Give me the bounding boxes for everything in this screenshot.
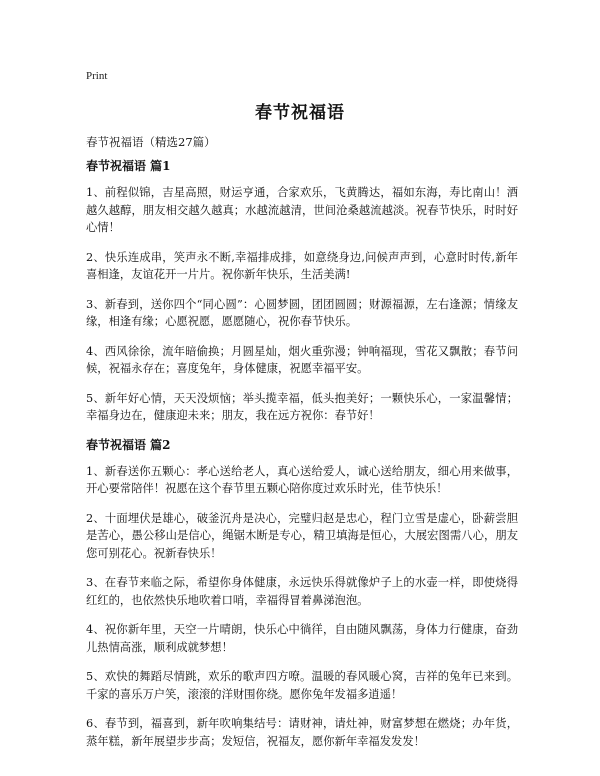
document-subtitle: 春节祝福语（精选27篇） bbox=[86, 135, 216, 149]
document-title: 春节祝福语 bbox=[255, 103, 345, 123]
paragraph: 2、十面埋伏是雄心，破釜沉舟是决心，完璧归赵是忠心，程门立雪是虚心，卧薪尝胆是苦心，愚公移山是信心，绳锯木断是专心，精卫填海是恒心，大展宏图需八心，朋友您可别花心。祝新春快乐！ bbox=[86, 511, 518, 560]
section-heading: 春节祝福语 篇1 bbox=[86, 159, 171, 173]
paragraph: 6、春节到，福喜到，新年吹响集结号：请财神，请灶神，财富梦想在燃烧；办年货，蒸年糕，新年展望步步高；发短信，祝福友，愿你新年幸福发发发！ bbox=[86, 717, 518, 748]
document-body bbox=[86, 158, 518, 762]
paragraph: 2、快乐连成串，笑声永不断,幸福排成排，如意绕身边,问候声声到，心意时时传,新年喜相逢，友谊花开一片片。祝你新年快乐，生活美满! bbox=[86, 250, 518, 281]
paragraph: 4、西风徐徐，流年暗偷换；月圆星灿，烟火重弥漫；钟响福现，雪花又飘散；春节问候，祝福永存在；喜度兔年，身体健康，祝愿幸福平安。 bbox=[86, 344, 518, 375]
paragraph: 3、新春到，送你四个“同心圆”：心圆梦圆，团团圆圆；财源福源，左右逢源；情缘友缘，相逢有缘；心愿祝愿，愿愿随心，祝你春节快乐。 bbox=[86, 297, 518, 328]
paragraph: 1、新春送你五颗心：孝心送给老人，真心送给爱人，诚心送给朋友，细心用来做事，开心要常陪伴！祝愿在这个春节里五颗心陪你度过欢乐时光，佳节快乐！ bbox=[86, 464, 518, 495]
paragraph: 3、在春节来临之际，希望你身体健康，永远快乐得就像炉子上的水壶一样，即使烧得红红的，也依然快乐地吹着口哨，幸福得冒着鼻涕泡泡。 bbox=[86, 576, 518, 607]
print-link[interactable]: Print bbox=[86, 70, 108, 82]
section-2 bbox=[86, 437, 518, 751]
paragraph: 1、前程似锦，吉星高照，财运亨通，合家欢乐，飞黄腾达，福如东海，寿比南山！酒越久越醇，朋友相交越久越真；水越流越清，世间沧桑越流越淡。祝春节快乐，时时好心情！ bbox=[86, 186, 518, 234]
section-1 bbox=[86, 158, 518, 425]
paragraph: 5、欢快的舞蹈尽情跳，欢乐的歌声四方嘹。温暖的春风暖心窝，吉祥的兔年已来到。千家的喜乐万户笑，滚滚的洋财围你绕。愿你兔年发福多逍遥！ bbox=[86, 670, 518, 701]
paragraph: 5、新年好心情，天天没烦恼；举头揽幸福，低头抱美好；一颗快乐心，一家温馨情；幸福身边在，健康迎未来；朋友，我在远方祝你：春节好！ bbox=[86, 391, 518, 422]
paragraph: 4、祝你新年里，天空一片晴朗，快乐心中徜徉，自由随风飘荡，身体力行健康，奋劲儿热情高涨，顺利成就梦想！ bbox=[86, 623, 518, 654]
section-heading: 春节祝福语 篇2 bbox=[86, 437, 171, 452]
